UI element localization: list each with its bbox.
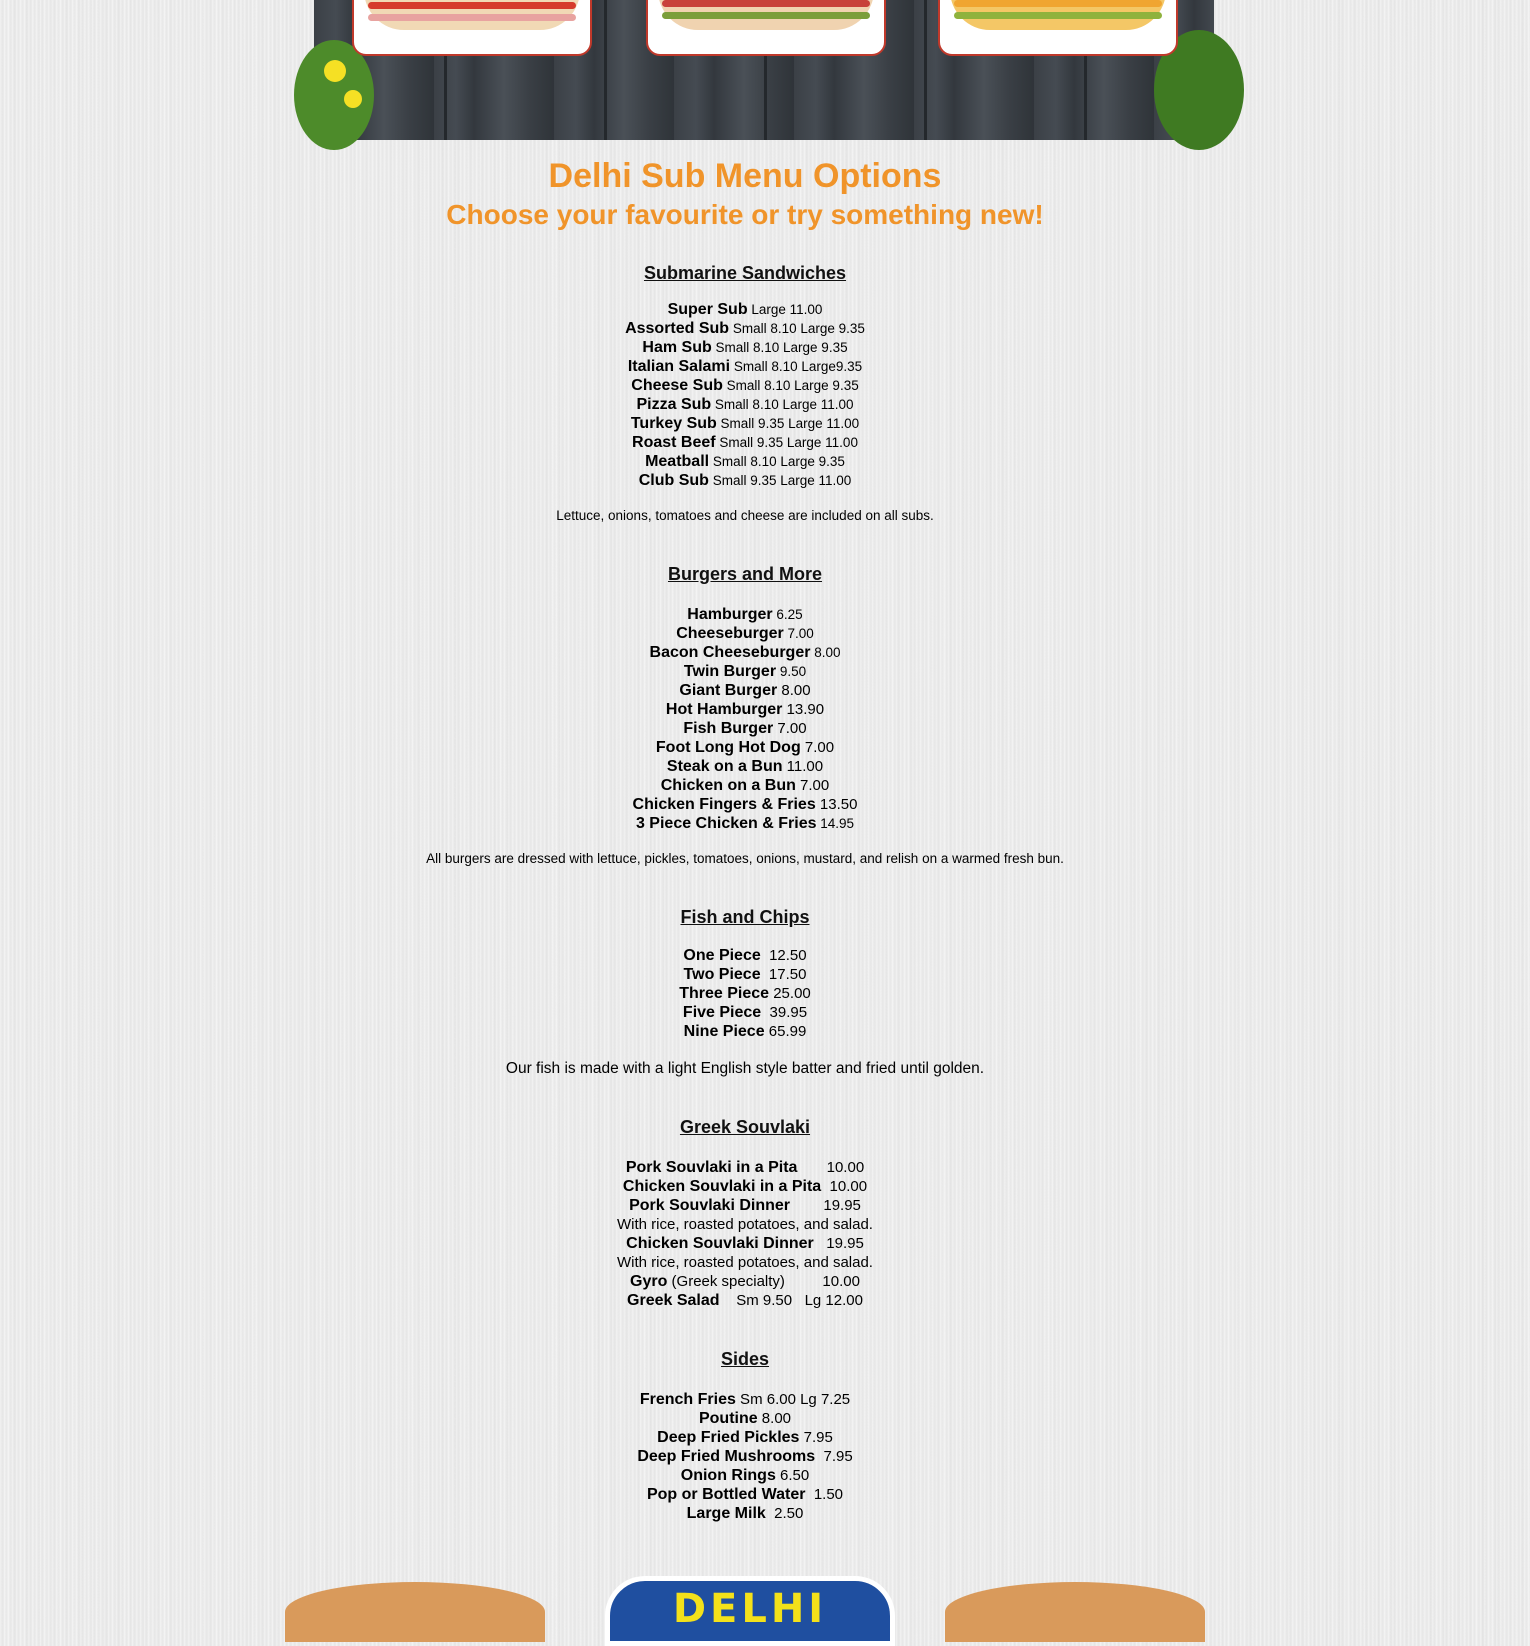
menu-item-price: 2.50 xyxy=(765,1505,804,1522)
menu-item xyxy=(0,624,1490,643)
menu-item-name: Fish Burger xyxy=(683,720,774,737)
menu-item-price: 17.50 xyxy=(760,966,807,983)
menu-item-name: Hot Hamburger xyxy=(665,701,783,718)
menu-item-name: Pork Souvlaki Dinner xyxy=(629,1197,791,1214)
menu-item-price: 7.00 xyxy=(783,626,814,641)
menu-item-name: Assorted Sub xyxy=(625,320,730,337)
menu-item-price: 8.00 xyxy=(757,1410,792,1427)
sandwich-card-2 xyxy=(646,0,886,56)
section-heading-subs: Submarine Sandwiches xyxy=(643,263,847,283)
menu-item-price: 11.00 xyxy=(782,758,824,775)
menu-item-price: 7.95 xyxy=(815,1448,853,1465)
menu-item xyxy=(0,471,1490,490)
menu-item-price: 25.00 xyxy=(769,985,811,1002)
menu-item-name: Hamburger xyxy=(687,606,773,623)
section-heading-burgers: Burgers and More xyxy=(667,564,823,584)
menu-item-price: 13.90 xyxy=(782,701,825,718)
menu-item-name: Chicken on a Bun xyxy=(660,777,796,794)
fish-list xyxy=(0,946,1490,1041)
menu-item xyxy=(0,1215,1490,1234)
wood-plank-divider xyxy=(604,0,607,140)
menu-item-price: Small 8.10 Large9.35 xyxy=(730,359,863,374)
menu-item xyxy=(0,300,1490,319)
menu-item xyxy=(0,738,1490,757)
menu-item xyxy=(0,719,1490,738)
menu-item xyxy=(0,1409,1490,1428)
wood-plank-divider xyxy=(924,0,927,140)
menu-item xyxy=(0,452,1490,471)
menu-item-name: Nine Piece xyxy=(683,1023,765,1040)
menu-item-price: 65.99 xyxy=(764,1023,807,1040)
subs-list xyxy=(0,300,1490,490)
menu-item xyxy=(0,776,1490,795)
menu-item-name: Five Piece xyxy=(682,1004,762,1021)
menu-item-price: Small 9.35 Large 11.00 xyxy=(715,435,858,450)
menu-item xyxy=(0,1504,1490,1523)
menu-item-price: 8.00 xyxy=(777,682,811,699)
menu-item xyxy=(0,1291,1490,1310)
menu-item xyxy=(0,357,1490,376)
hero-banner xyxy=(314,0,1214,140)
sandwich-card-1 xyxy=(352,0,592,56)
menu-item xyxy=(0,1234,1490,1253)
menu-item xyxy=(0,946,1490,965)
menu-item-detail: With rice, roasted potatoes, and salad. xyxy=(617,1254,873,1271)
menu-item-price: 6.25 xyxy=(772,607,803,622)
menu-item-price: Sm 9.50 Lg 12.00 xyxy=(719,1292,863,1309)
menu-item-name: Pizza Sub xyxy=(636,396,712,413)
menu-item-price: 14.95 xyxy=(816,816,855,831)
menu-item xyxy=(0,681,1490,700)
menu-item-price: 1.50 xyxy=(805,1486,844,1503)
logo-text: DELHI xyxy=(672,1586,828,1632)
menu-item xyxy=(0,1466,1490,1485)
section-heading-greek: Greek Souvlaki xyxy=(679,1117,811,1137)
menu-item-name: Chicken Fingers & Fries xyxy=(632,796,816,813)
yellow-flower-icon xyxy=(344,90,362,108)
page-title: Delhi Sub Menu Options xyxy=(548,157,942,195)
menu-item-name: Club Sub xyxy=(638,472,709,489)
section-heading-sides: Sides xyxy=(720,1349,770,1369)
menu-item-name: Twin Burger xyxy=(683,663,777,680)
menu-item-price: 19.95 xyxy=(790,1197,861,1214)
menu-item-price: Small 8.10 Large 9.35 xyxy=(729,321,865,336)
menu-item-name: Gyro xyxy=(630,1273,668,1290)
menu-item xyxy=(0,1428,1490,1447)
yellow-flower-icon xyxy=(324,60,346,82)
menu-item xyxy=(0,1022,1490,1041)
menu-item-name: Roast Beef xyxy=(632,434,716,451)
menu-item-price: Small 9.35 Large 11.00 xyxy=(708,473,852,488)
menu-item-name: Deep Fried Pickles xyxy=(657,1429,800,1446)
sandwich-card-3 xyxy=(938,0,1178,56)
menu-item-name: 3 Piece Chicken & Fries xyxy=(635,815,817,832)
menu-item xyxy=(0,662,1490,681)
menu-item xyxy=(0,795,1490,814)
menu-item xyxy=(0,433,1490,452)
menu-item-price: 8.00 xyxy=(810,645,841,660)
menu-item-name: Turkey Sub xyxy=(630,415,717,432)
menu-item-name: Ham Sub xyxy=(642,339,712,356)
menu-item-name: Deep Fried Mushrooms xyxy=(637,1448,816,1465)
menu-content xyxy=(0,156,1490,1523)
burgers-list xyxy=(0,605,1490,833)
sides-list xyxy=(0,1390,1490,1523)
menu-item xyxy=(0,1003,1490,1022)
menu-item-name: Poutine xyxy=(698,1410,758,1427)
bun-right-icon xyxy=(945,1582,1205,1642)
menu-item xyxy=(0,1253,1490,1272)
menu-item-name: One Piece xyxy=(683,947,761,964)
menu-item-price: 7.95 xyxy=(799,1429,833,1446)
menu-item-price: 7.00 xyxy=(800,739,835,756)
menu-item-name: Pop or Bottled Water xyxy=(646,1486,806,1503)
menu-item-name: Super Sub xyxy=(667,301,748,318)
footer-banner xyxy=(285,1572,1205,1632)
menu-item-price: 39.95 xyxy=(761,1004,808,1021)
menu-item xyxy=(0,757,1490,776)
menu-item xyxy=(0,1447,1490,1466)
menu-item-name: Pork Souvlaki in a Pita xyxy=(625,1159,798,1176)
menu-item-price: Small 8.10 Large 9.35 xyxy=(711,340,848,355)
menu-item-price: 6.50 xyxy=(775,1467,810,1484)
fish-note: Our fish is made with a light English style batter and fried until golden. xyxy=(505,1060,985,1077)
menu-item xyxy=(0,414,1490,433)
menu-item-name: Chicken Souvlaki Dinner xyxy=(626,1235,814,1252)
menu-item-price: Large 11.00 xyxy=(747,302,823,317)
menu-item-name: Onion Rings xyxy=(680,1467,776,1484)
menu-item-name: Steak on a Bun xyxy=(666,758,783,775)
delhi-logo xyxy=(605,1576,895,1646)
menu-item xyxy=(0,1177,1490,1196)
menu-item-price: 10.00 xyxy=(821,1178,868,1195)
menu-item-name: Cheese Sub xyxy=(631,377,723,394)
menu-item-name: Foot Long Hot Dog xyxy=(655,739,801,756)
menu-item-detail: With rice, roasted potatoes, and salad. xyxy=(617,1216,873,1233)
menu-item xyxy=(0,319,1490,338)
burgers-note: All burgers are dressed with lettuce, pickles, tomatoes, onions, mustard, and relish on a warmed fresh bun. xyxy=(426,851,1064,866)
menu-item xyxy=(0,395,1490,414)
menu-item-name: Three Piece xyxy=(679,985,770,1002)
menu-item-name: Cheeseburger xyxy=(676,625,784,642)
menu-item-name: Greek Salad xyxy=(627,1292,720,1309)
menu-item-price: 12.50 xyxy=(760,947,807,964)
menu-item-name: Chicken Souvlaki in a Pita xyxy=(622,1178,822,1195)
menu-item xyxy=(0,1485,1490,1504)
menu-item-name: French Fries xyxy=(639,1391,736,1408)
menu-item-price: Small 8.10 Large 9.35 xyxy=(722,378,859,393)
menu-item xyxy=(0,700,1490,719)
menu-item xyxy=(0,984,1490,1003)
menu-item xyxy=(0,643,1490,662)
menu-item xyxy=(0,1196,1490,1215)
section-heading-fish: Fish and Chips xyxy=(680,907,810,927)
menu-item-price: 19.95 xyxy=(813,1235,864,1252)
greenery-left-icon xyxy=(294,40,374,150)
menu-item-name: Two Piece xyxy=(683,966,761,983)
menu-item xyxy=(0,1390,1490,1409)
menu-item xyxy=(0,376,1490,395)
greek-list xyxy=(0,1158,1490,1310)
menu-item-price: 7.00 xyxy=(773,720,807,737)
menu-item-name: Bacon Cheeseburger xyxy=(649,644,811,661)
menu-item-detail: (Greek specialty) xyxy=(667,1273,785,1290)
menu-item xyxy=(0,814,1490,833)
menu-item-name: Italian Salami xyxy=(627,358,731,375)
menu-item xyxy=(0,965,1490,984)
menu-item-price: 9.50 xyxy=(776,664,807,679)
menu-item-name: Meatball xyxy=(645,453,710,470)
menu-item-price: 7.00 xyxy=(795,777,830,794)
menu-item xyxy=(0,1158,1490,1177)
menu-item-price: 10.00 xyxy=(797,1159,865,1176)
menu-item-price: 10.00 xyxy=(784,1273,860,1290)
subs-note: Lettuce, onions, tomatoes and cheese are included on all subs. xyxy=(556,508,934,523)
menu-item-price: 13.50 xyxy=(815,796,858,813)
menu-item xyxy=(0,338,1490,357)
menu-item-name: Large Milk xyxy=(686,1505,766,1522)
bun-left-icon xyxy=(285,1582,545,1642)
page-subtitle: Choose your favourite or try something new! xyxy=(446,199,1044,230)
menu-item xyxy=(0,1272,1490,1291)
menu-item xyxy=(0,605,1490,624)
menu-item-price: Small 9.35 Large 11.00 xyxy=(716,416,860,431)
menu-item-price: Sm 6.00 Lg 7.25 xyxy=(735,1391,851,1408)
menu-item-price: Small 8.10 Large 9.35 xyxy=(709,454,845,469)
menu-item-price: Small 8.10 Large 11.00 xyxy=(711,397,854,412)
menu-item-name: Giant Burger xyxy=(679,682,778,699)
